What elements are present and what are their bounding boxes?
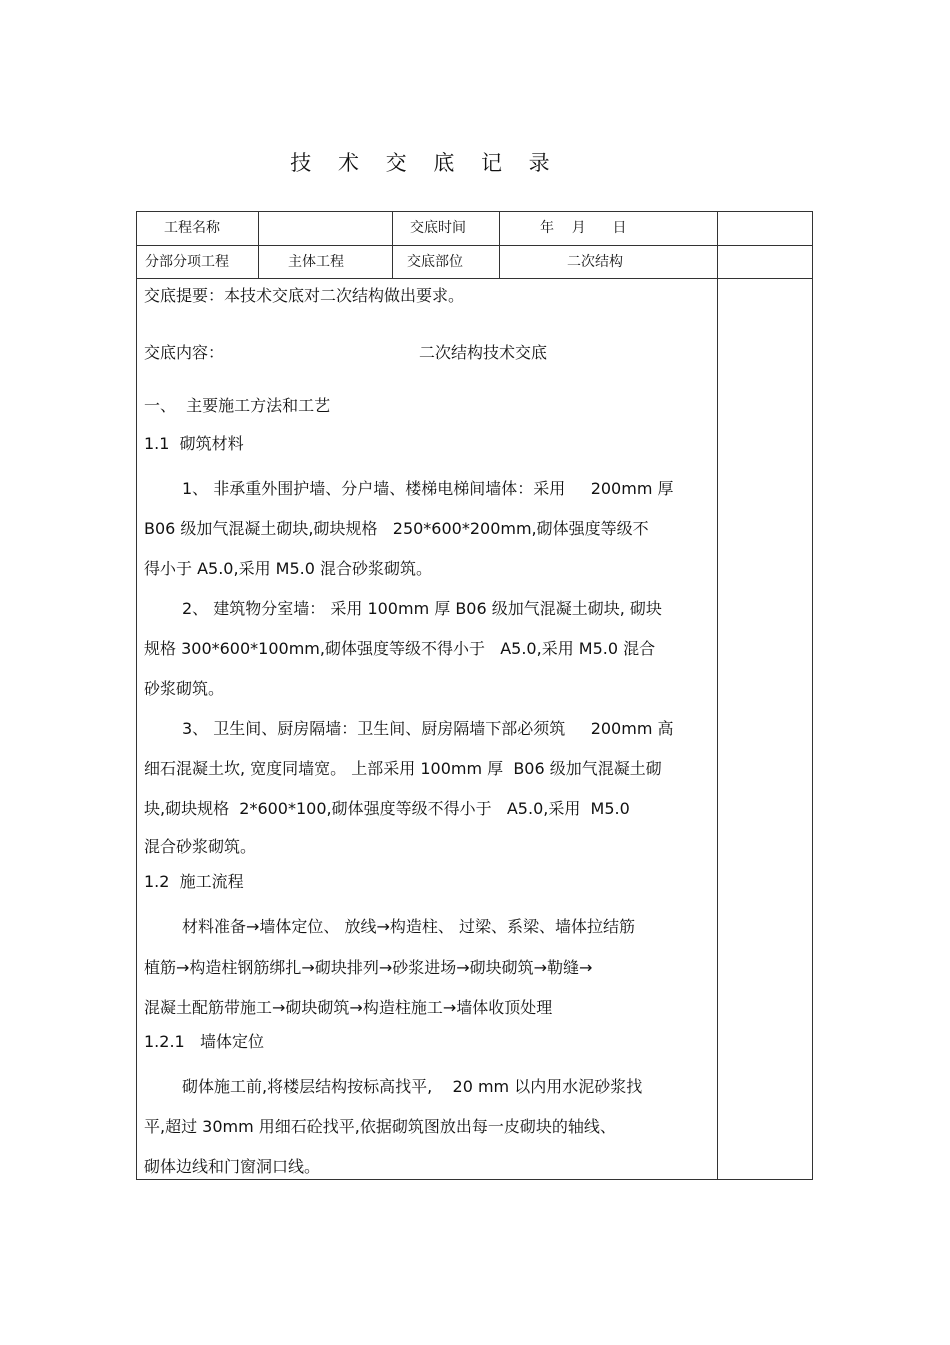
- paragraph-line: 植筋→构造柱钢筋绑扎→砌块排列→砂浆进场→砌块砌筑→勒缝→: [144, 958, 593, 977]
- column-divider: [499, 211, 500, 278]
- project-name-label: 工程名称: [164, 220, 220, 236]
- paragraph-line: 混凝土配筋带施工→砌块砌筑→构造柱施工→墙体收顶处理: [144, 998, 553, 1017]
- subsection-heading: 1.2 施工流程: [144, 872, 244, 891]
- paragraph-line: B06 级加气混凝土砌块,砌块规格 250*600*200mm,砌体强度等级不: [144, 519, 649, 538]
- paragraph-line: 2、 建筑物分室墙： 采用 100mm 厚 B06 级加气混凝土砌块, 砌块: [182, 599, 662, 618]
- content-title: 二次结构技术交底: [419, 343, 548, 362]
- briefing-summary: 交底提要：本技术交底对二次结构做出要求。: [144, 286, 465, 305]
- paragraph-line: 细石混凝土坎, 宽度同墙宽。 上部采用 100mm 厚 B06 级加气混凝土砌: [144, 759, 662, 778]
- paragraph-line: 平,超过 30mm 用细石砼找平,依据砌筑图放出每一皮砌块的轴线、: [144, 1117, 616, 1136]
- paragraph-line: 规格 300*600*100mm,砌体强度等级不得小于 A5.0,采用 M5.0 混合: [144, 639, 656, 658]
- column-divider: [717, 211, 718, 1180]
- subsection-heading: 1.1 砌筑材料: [144, 434, 244, 453]
- subsection-heading: 1.2.1 墙体定位: [144, 1032, 264, 1051]
- paragraph-line: 3、 卫生间、厨房隔墙：卫生间、厨房隔墙下部必须筑 200mm 高: [182, 719, 674, 738]
- row-divider: [136, 245, 813, 246]
- section-heading: 一、 主要施工方法和工艺: [144, 396, 331, 415]
- paragraph-line: 块,砌块规格 2*600*100,砌体强度等级不得小于 A5.0,采用 M5.0: [144, 799, 630, 818]
- column-divider: [392, 211, 393, 278]
- briefing-time-label: 交底时间: [410, 220, 466, 236]
- content-label: 交底内容：: [144, 343, 225, 362]
- row-divider: [136, 278, 813, 279]
- column-divider: [258, 211, 259, 278]
- paragraph-line: 砌体边线和门窗洞口线。: [144, 1157, 321, 1176]
- paragraph-line: 1、 非承重外围护墙、分户墙、楼梯电梯间墙体：采用 200mm 厚: [182, 479, 674, 498]
- briefing-location-label: 交底部位: [407, 254, 463, 270]
- subdivision-value: 主体工程: [288, 254, 344, 270]
- paragraph-line: 砂浆砌筑。: [144, 679, 225, 698]
- document-title: 技 术 交 底 记 录: [290, 151, 560, 175]
- paragraph-line: 得小于 A5.0,采用 M5.0 混合砂浆砌筑。: [144, 559, 432, 578]
- briefing-location-value: 二次结构: [567, 254, 623, 270]
- briefing-time-value: 年 月 日: [540, 220, 627, 236]
- subdivision-label: 分部分项工程: [145, 254, 229, 270]
- paragraph-line: 材料准备→墙体定位、 放线→构造柱、 过梁、系梁、墙体拉结筋: [182, 917, 635, 936]
- paragraph-line: 混合砂浆砌筑。: [144, 837, 257, 856]
- paragraph-line: 砌体施工前,将楼层结构按标高找平, 20 mm 以内用水泥砂浆找: [182, 1077, 643, 1096]
